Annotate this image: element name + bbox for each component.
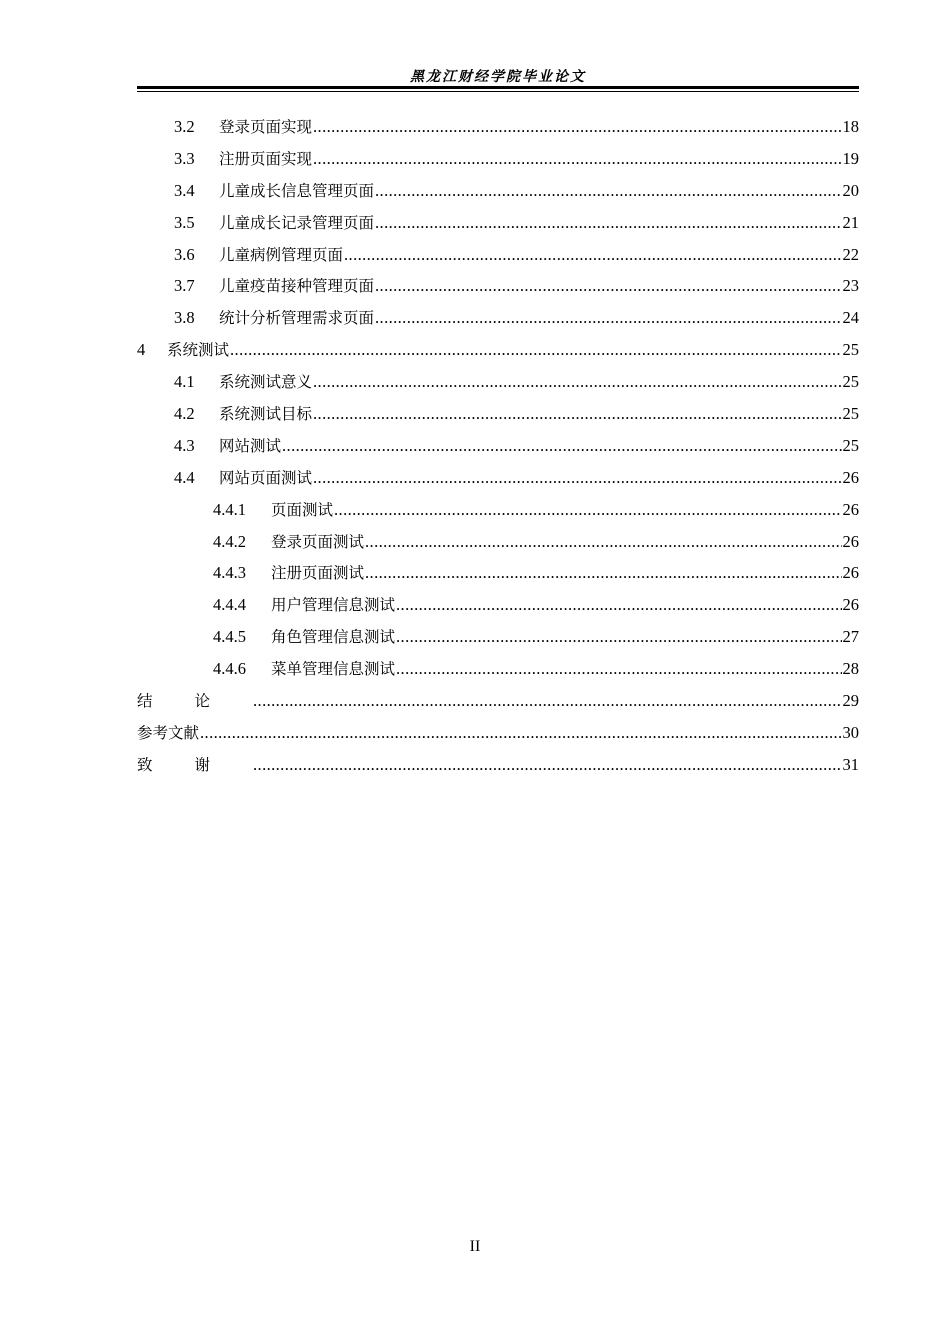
toc-entry-title: 登录页面实现: [219, 118, 313, 136]
toc-dot-leader: [313, 149, 841, 169]
footer-page-number: II: [469, 1238, 481, 1255]
toc-entry-page: 25: [842, 435, 859, 455]
toc-entry[interactable]: [137, 561, 859, 593]
toc-entry[interactable]: [137, 243, 859, 275]
toc-entry-page: 30: [842, 722, 859, 742]
toc-entry-title: 系统测试: [167, 341, 230, 360]
toc-entry[interactable]: [137, 147, 859, 179]
toc-entry-number: 4: [137, 340, 146, 360]
toc-dot-leader: [200, 723, 841, 743]
toc-entry[interactable]: [137, 434, 859, 466]
toc-entry-page: 24: [842, 308, 859, 328]
toc-entry[interactable]: [137, 593, 859, 625]
toc-entry-title: 用户管理信息测试: [271, 596, 396, 615]
toc-dot-leader: [375, 276, 841, 296]
toc-entry-number: 3.6: [174, 244, 195, 264]
toc-entry[interactable]: [137, 274, 859, 306]
toc-dot-leader: [375, 308, 841, 328]
toc-entry-number: 3.4: [174, 180, 195, 200]
toc-entry-title: 儿童病例管理页面: [219, 245, 344, 264]
toc-entry-page: 26: [842, 563, 859, 583]
toc-entry[interactable]: [137, 689, 859, 721]
toc-dot-leader: [253, 691, 841, 711]
toc-entry-title: 网站测试: [219, 436, 282, 455]
toc-entry-page: 25: [842, 404, 859, 424]
toc-entry-page: 25: [842, 340, 859, 360]
toc-entry-page: 29: [842, 691, 859, 711]
toc-entry-title: 角色管理信息测试: [271, 628, 396, 647]
toc-dot-leader: [375, 213, 841, 233]
toc-entry-page: 18: [842, 117, 859, 136]
toc-entry[interactable]: [137, 115, 859, 147]
toc-entry-title: 注册页面实现: [219, 149, 313, 168]
header-rule-thin: [137, 91, 859, 92]
toc-entry-title: 注册页面测试: [271, 564, 365, 583]
toc-entry-number: 3.5: [174, 212, 195, 232]
toc-dot-leader: [334, 500, 841, 520]
toc-entry-title: 菜单管理信息测试: [271, 660, 396, 679]
toc-entry-number: 4.4.2: [213, 531, 246, 551]
toc-entry-title: 系统测试目标: [219, 405, 313, 424]
toc-entry-title: 登录页面测试: [271, 532, 365, 551]
toc-entry-number: 3.2: [174, 117, 195, 136]
toc-entry[interactable]: [137, 657, 859, 689]
toc-entry-page: 26: [842, 467, 859, 487]
toc-dot-leader: [313, 117, 841, 137]
toc-entry-title: 儿童成长记录管理页面: [219, 213, 375, 232]
toc-entry[interactable]: [137, 498, 859, 530]
toc-entry-number: 4.1: [174, 372, 195, 392]
toc-entry-number: 4.4.3: [213, 563, 246, 583]
toc-entry-page: 26: [842, 499, 859, 519]
toc-entry-number: 4.3: [174, 435, 195, 455]
toc-entry-page: 26: [842, 595, 859, 615]
toc-dot-leader: [253, 755, 841, 775]
toc-entry-page: 31: [842, 754, 859, 774]
toc-dot-leader: [375, 181, 841, 201]
toc-entry-title: 网站页面测试: [219, 468, 313, 487]
toc-entry-number: 4.4.5: [213, 627, 246, 647]
toc-dot-leader: [313, 404, 841, 424]
toc-entry-page: 22: [842, 244, 859, 264]
toc-dot-leader: [365, 563, 841, 583]
toc-entry-page: 25: [842, 372, 859, 392]
toc-entry-page: 20: [842, 180, 859, 200]
toc-entry-number: 4.4.4: [213, 595, 246, 615]
toc-entry-number: 4.4.1: [213, 499, 246, 519]
toc-dot-leader: [230, 340, 841, 360]
toc-dot-leader: [282, 436, 841, 456]
toc-dot-leader: [396, 595, 841, 615]
toc-entry-title: 参考文献: [137, 723, 200, 742]
toc-entry-title: 结论: [137, 692, 253, 711]
toc-entry[interactable]: [137, 721, 859, 753]
toc-entry-number: 3.7: [174, 276, 195, 296]
toc-entry-page: 19: [842, 148, 859, 168]
toc-entry-page: 23: [842, 276, 859, 296]
toc-dot-leader: [396, 659, 841, 679]
toc-entry[interactable]: [137, 306, 859, 338]
toc-entry[interactable]: [137, 338, 859, 370]
toc-entry-page: 21: [842, 212, 859, 232]
toc-entry[interactable]: [137, 530, 859, 562]
toc-entry-title: 致谢: [137, 755, 253, 774]
header-title: 黑龙江财经学院毕业论文: [410, 69, 586, 85]
toc-entry[interactable]: [137, 211, 859, 243]
toc-entry-number: 4.2: [174, 404, 195, 424]
toc-entry-title: 系统测试意义: [219, 373, 313, 392]
toc-entry-number: 4.4.6: [213, 659, 246, 679]
table-of-contents: [137, 115, 859, 785]
toc-entry-number: 3.3: [174, 148, 195, 168]
toc-entry-title: 儿童成长信息管理页面: [219, 181, 375, 200]
toc-entry-number: 4.4: [174, 467, 195, 487]
toc-entry-title: 统计分析管理需求页面: [219, 309, 375, 328]
toc-entry[interactable]: [137, 179, 859, 211]
toc-dot-leader: [313, 468, 841, 488]
toc-dot-leader: [313, 372, 841, 392]
header-rule-thick: [137, 86, 859, 89]
toc-entry-title: 儿童疫苗接种管理页面: [219, 277, 375, 296]
toc-entry[interactable]: [137, 466, 859, 498]
toc-entry-page: 28: [842, 659, 859, 679]
toc-entry-page: 27: [842, 627, 859, 647]
toc-entry-number: 3.8: [174, 308, 195, 328]
toc-entry[interactable]: [137, 753, 859, 785]
toc-dot-leader: [396, 627, 841, 647]
toc-entry-title: 页面测试: [271, 500, 334, 519]
toc-entry-page: 26: [842, 531, 859, 551]
toc-entry[interactable]: [137, 370, 859, 402]
toc-entry[interactable]: [137, 402, 859, 434]
toc-entry[interactable]: [137, 625, 859, 657]
toc-dot-leader: [365, 532, 841, 552]
toc-dot-leader: [344, 245, 841, 265]
